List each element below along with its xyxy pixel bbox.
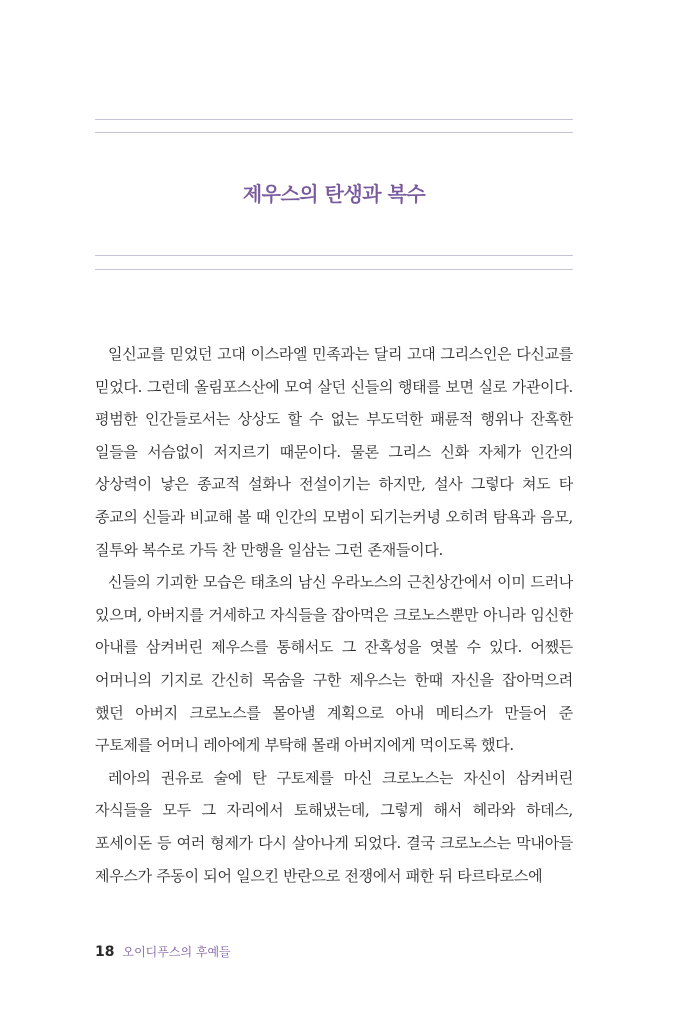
body-text xyxy=(95,338,573,892)
header-rule-bottom xyxy=(95,269,573,270)
page-footer xyxy=(95,943,231,963)
header-rule-top-inner xyxy=(95,132,573,133)
page-number: 18 xyxy=(95,944,115,960)
paragraph-3: 레아의 권유로 술에 탄 구토제를 마신 크로노스는 자신이 삼켜버린 자식들을 모두 그 자리에서 토해냈는데, 그렇게 해서 헤라와 하데스, 포세이돈 등 여러 형제가 다시 살아나게 되었다. 결국 크로노스는 막내아들 제우스가 주동이 되어 일으킨 반란으로 전쟁에서 패한 뒤 타르타로스에 xyxy=(95,768,573,885)
paragraph-2: 신들의 기괴한 모습은 태초의 남신 우라노스의 근친상간에서 이미 드러나 있으며, 아버지를 거세하고 자식들을 잡아먹은 크로노스뿐만 아니라 임신한 아내를 삼켜버린 제우스를 통해서도 그 잔혹성을 엿볼 수 있다. 어쨌든 어머니의 기지로 간신히 목숨을 구한 제우스는 한때 자신을 잡아먹으려 했던 아버지 크로노스를 몰아낼 계획으로 아내 메티스가 만들어 준 구토제를 어머니 레아에게 부탁해 몰래 아버지에게 먹이도록 했다. xyxy=(95,573,573,755)
running-book-title: 오이디푸스의 후예들 xyxy=(122,945,231,959)
chapter-title: 제우스의 탄생과 복수 xyxy=(242,182,426,206)
header-rule-bottom-inner xyxy=(95,255,573,256)
paragraph-1: 일신교를 믿었던 고대 이스라엘 민족과는 달리 고대 그리스인은 다신교를 믿었다. 그런데 올림포스산에 모여 살던 신들의 행태를 보면 실로 가관이다. 평범한 인간들로서는 상상도 할 수 없는 부도덕한 패륜적 행위나 잔혹한 일들을 서슴없이 저지르기 때문이다. 물론 그리스 신화 자체가 인간의 상상력이 낳은 종교적 설화나 전설이기는 하지만, 설사 그렇다 쳐도 타 종교의 신들과 비교해 볼 때 인간의 모범이 되기는커녕 오히려 탐욕과 음모, 질투와 복수로 가득 찬 만행을 일삼는 그런 존재들이다. xyxy=(95,345,573,559)
header-rule-top xyxy=(95,119,573,120)
